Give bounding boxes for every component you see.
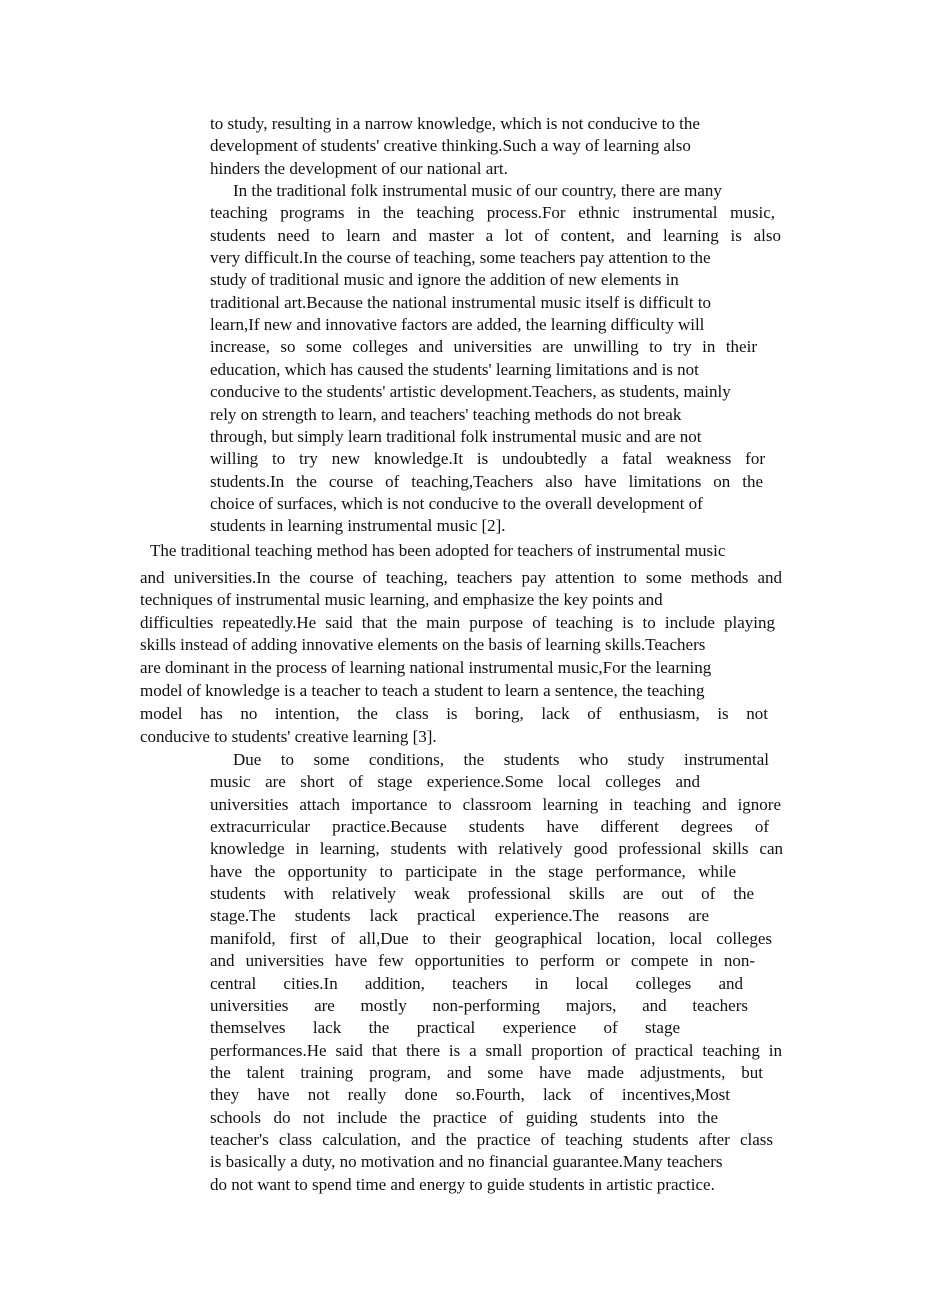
paragraph-2-line: increase, so some colleges and universities are unwilling to try in their bbox=[210, 337, 757, 357]
paragraph-2-line: traditional art.Because the national instrumental music itself is difficult to bbox=[210, 292, 712, 312]
paragraph-2-line: teaching programs in the teaching process.For ethnic instrumental music, bbox=[210, 203, 775, 223]
paragraph-2-line: willing to try new knowledge.It is undoubtedly a fatal weakness for bbox=[210, 449, 765, 469]
paragraph-2-line: students.In the course of teaching,Teachers also have limitations on the bbox=[210, 471, 763, 491]
paragraph-3-line: techniques of instrumental music learning, and emphasize the key points and bbox=[140, 590, 663, 609]
paragraph-4-line: manifold, first of all,Due to their geographical location, local colleges bbox=[210, 928, 772, 948]
paragraph-4-line: music are short of stage experience.Some local colleges and bbox=[210, 772, 700, 792]
paragraph-4-line: universities attach importance to classroom learning in teaching and ignore bbox=[210, 794, 781, 814]
paragraph-4-line: students with relatively weak professional skills are out of the bbox=[210, 884, 754, 904]
paragraph-2-line: choice of surfaces, which is not conducive to the overall development of bbox=[210, 493, 703, 513]
paragraph-3-line: and universities.In the course of teaching, teachers pay attention to some methods and bbox=[140, 568, 782, 587]
paragraph-2-line: through, but simply learn traditional folk instrumental music and are not bbox=[210, 426, 702, 446]
paragraph-4-line: they have not really done so.Fourth, lack of incentives,Most bbox=[210, 1085, 730, 1105]
paragraph-3-line: conducive to students' creative learning [3]. bbox=[140, 727, 437, 746]
paragraph-2-line: conducive to the students' artistic development.Teachers, as students, mainly bbox=[210, 382, 731, 402]
paragraph-2-line: learn,If new and innovative factors are added, the learning difficulty will bbox=[210, 315, 705, 335]
paragraph-4-line: have the opportunity to participate in the stage performance, while bbox=[210, 861, 736, 881]
paragraph-1-line: development of students' creative thinking.Such a way of learning also bbox=[210, 136, 691, 156]
paragraph-2-line: students in learning instrumental music [2]. bbox=[210, 516, 506, 536]
paragraph-4-line: performances.He said that there is a small proportion of practical teaching in bbox=[210, 1040, 782, 1060]
paragraph-4-line: Due to some conditions, the students who study instrumental bbox=[233, 750, 769, 769]
paragraph-3-line: model has no intention, the class is boring, lack of enthusiasm, is not bbox=[140, 704, 768, 723]
paragraph-4-line: teacher's class calculation, and the practice of teaching students after class bbox=[210, 1129, 773, 1149]
paragraph-4-line: schools do not include the practice of guiding students into the bbox=[210, 1107, 718, 1127]
paragraph-3-line: model of knowledge is a teacher to teach a student to learn a sentence, the teaching bbox=[140, 681, 705, 700]
paragraph-2-line: In the traditional folk instrumental music of our country, there are many bbox=[233, 181, 722, 200]
paragraph-4-line: do not want to spend time and energy to guide students in artistic practice. bbox=[210, 1174, 715, 1194]
paragraph-3-line: are dominant in the process of learning national instrumental music,For the learning bbox=[140, 658, 712, 677]
paragraph-2-line: very difficult.In the course of teaching, some teachers pay attention to the bbox=[210, 248, 711, 268]
paragraph-2-line: rely on strength to learn, and teachers' teaching methods do not break bbox=[210, 404, 682, 424]
paragraph-3-line: difficulties repeatedly.He said that the main purpose of teaching is to include playing bbox=[140, 613, 775, 632]
paragraph-2-line: study of traditional music and ignore the addition of new elements in bbox=[210, 270, 679, 290]
paragraph-3-line: skills instead of adding innovative elements on the basis of learning skills.Teachers bbox=[140, 635, 706, 654]
paragraph-4-line: themselves lack the practical experience of stage bbox=[210, 1018, 680, 1038]
paragraph-2-line: students need to learn and master a lot of content, and learning is also bbox=[210, 225, 781, 245]
paragraph-4-line: stage.The students lack practical experience.The reasons are bbox=[210, 906, 709, 926]
paragraph-4-line: universities are mostly non-performing majors, and teachers bbox=[210, 995, 748, 1015]
paragraph-2-line: education, which has caused the students' learning limitations and is not bbox=[210, 359, 699, 379]
paragraph-4-line: the talent training program, and some have made adjustments, but bbox=[210, 1062, 763, 1082]
paragraph-4-line: is basically a duty, no motivation and no financial guarantee.Many teachers bbox=[210, 1152, 723, 1172]
paragraph-4-line: central cities.In addition, teachers in local colleges and bbox=[210, 973, 743, 993]
paragraph-3-line: The traditional teaching method has been adopted for teachers of instrumental music bbox=[150, 541, 726, 560]
paragraph-4-line: knowledge in learning, students with relatively good professional skills can bbox=[210, 839, 783, 859]
paragraph-1-line: to study, resulting in a narrow knowledge, which is not conducive to the bbox=[210, 114, 700, 133]
paragraph-4-line: extracurricular practice.Because students have different degrees of bbox=[210, 817, 769, 837]
paragraph-4-line: and universities have few opportunities to perform or compete in non- bbox=[210, 951, 755, 971]
paragraph-1-line: hinders the development of our national art. bbox=[210, 158, 508, 178]
